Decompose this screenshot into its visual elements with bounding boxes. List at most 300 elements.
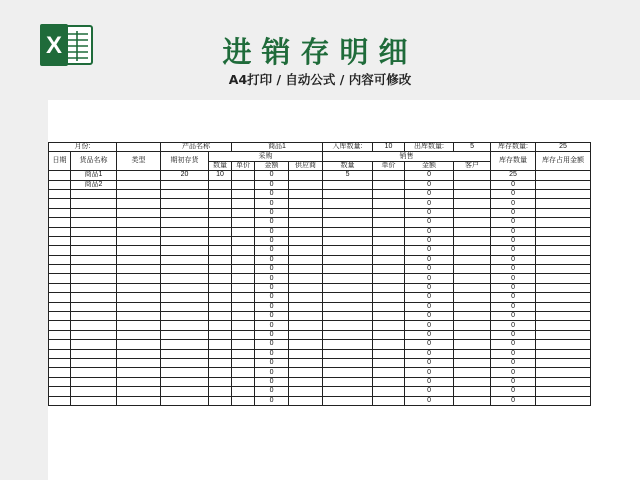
cell-sales-qty[interactable]	[323, 396, 373, 405]
cell-purchase-qty[interactable]	[209, 255, 232, 264]
cell-supplier[interactable]	[289, 349, 323, 358]
cell-stock-amount[interactable]	[536, 387, 591, 396]
cell-sales-qty[interactable]	[323, 208, 373, 217]
cell-type[interactable]	[117, 255, 161, 264]
cell-date[interactable]	[49, 265, 71, 274]
cell-stock-amount[interactable]	[536, 321, 591, 330]
cell-opening-stock[interactable]	[161, 255, 209, 264]
cell-purchase-qty[interactable]	[209, 358, 232, 367]
cell-purchase-amount[interactable]: 0	[255, 340, 289, 349]
cell-type[interactable]	[117, 330, 161, 339]
cell-sales-qty[interactable]	[323, 340, 373, 349]
cell-date[interactable]	[49, 312, 71, 321]
cell-date[interactable]	[49, 189, 71, 198]
cell-opening-stock[interactable]	[161, 368, 209, 377]
cell-opening-stock[interactable]	[161, 199, 209, 208]
cell-purchase-qty[interactable]	[209, 227, 232, 236]
cell-supplier[interactable]	[289, 189, 323, 198]
cell-goods-name[interactable]	[71, 199, 117, 208]
cell-supplier[interactable]	[289, 236, 323, 245]
cell-sales-price[interactable]	[373, 293, 405, 302]
cell-supplier[interactable]	[289, 274, 323, 283]
cell-sales-qty[interactable]	[323, 189, 373, 198]
cell-customer[interactable]	[454, 227, 491, 236]
cell-goods-name[interactable]	[71, 293, 117, 302]
cell-customer[interactable]	[454, 180, 491, 189]
cell-purchase-amount[interactable]: 0	[255, 302, 289, 311]
cell-sales-amount[interactable]: 0	[405, 368, 454, 377]
cell-stock-qty[interactable]: 0	[491, 236, 536, 245]
cell-opening-stock[interactable]	[161, 283, 209, 292]
cell-sales-amount[interactable]: 0	[405, 283, 454, 292]
cell-sales-price[interactable]	[373, 368, 405, 377]
cell-sales-amount[interactable]: 0	[405, 236, 454, 245]
cell-date[interactable]	[49, 349, 71, 358]
cell-opening-stock[interactable]	[161, 180, 209, 189]
cell-customer[interactable]	[454, 283, 491, 292]
cell-customer[interactable]	[454, 321, 491, 330]
cell-sales-price[interactable]	[373, 340, 405, 349]
cell-type[interactable]	[117, 283, 161, 292]
cell-stock-amount[interactable]	[536, 302, 591, 311]
cell-purchase-price[interactable]	[232, 387, 255, 396]
cell-sales-qty[interactable]: 5	[323, 171, 373, 180]
cell-supplier[interactable]	[289, 312, 323, 321]
cell-purchase-price[interactable]	[232, 199, 255, 208]
in-qty-value[interactable]: 10	[373, 143, 405, 152]
cell-sales-price[interactable]	[373, 218, 405, 227]
cell-supplier[interactable]	[289, 180, 323, 189]
cell-sales-amount[interactable]: 0	[405, 302, 454, 311]
out-qty-value[interactable]: 5	[454, 143, 491, 152]
cell-type[interactable]	[117, 171, 161, 180]
cell-sales-amount[interactable]: 0	[405, 274, 454, 283]
cell-sales-price[interactable]	[373, 227, 405, 236]
cell-purchase-amount[interactable]: 0	[255, 255, 289, 264]
cell-purchase-qty[interactable]	[209, 274, 232, 283]
cell-sales-price[interactable]	[373, 171, 405, 180]
cell-purchase-qty[interactable]	[209, 330, 232, 339]
cell-stock-amount[interactable]	[536, 227, 591, 236]
cell-sales-price[interactable]	[373, 396, 405, 405]
cell-opening-stock[interactable]	[161, 330, 209, 339]
cell-date[interactable]	[49, 396, 71, 405]
cell-stock-qty[interactable]: 0	[491, 321, 536, 330]
cell-stock-amount[interactable]	[536, 171, 591, 180]
cell-stock-amount[interactable]	[536, 189, 591, 198]
cell-opening-stock[interactable]	[161, 208, 209, 217]
cell-goods-name[interactable]	[71, 358, 117, 367]
cell-sales-qty[interactable]	[323, 255, 373, 264]
cell-sales-amount[interactable]: 0	[405, 218, 454, 227]
cell-goods-name[interactable]	[71, 340, 117, 349]
cell-type[interactable]	[117, 387, 161, 396]
cell-date[interactable]	[49, 199, 71, 208]
cell-type[interactable]	[117, 340, 161, 349]
cell-stock-qty[interactable]: 0	[491, 340, 536, 349]
cell-stock-qty[interactable]: 0	[491, 218, 536, 227]
cell-purchase-price[interactable]	[232, 274, 255, 283]
cell-type[interactable]	[117, 368, 161, 377]
cell-purchase-qty[interactable]	[209, 340, 232, 349]
cell-type[interactable]	[117, 349, 161, 358]
cell-sales-amount[interactable]: 0	[405, 171, 454, 180]
cell-stock-amount[interactable]	[536, 208, 591, 217]
cell-stock-qty[interactable]: 0	[491, 358, 536, 367]
cell-goods-name[interactable]	[71, 227, 117, 236]
cell-goods-name[interactable]	[71, 189, 117, 198]
cell-purchase-amount[interactable]: 0	[255, 227, 289, 236]
cell-supplier[interactable]	[289, 321, 323, 330]
cell-purchase-qty[interactable]	[209, 199, 232, 208]
cell-sales-price[interactable]	[373, 208, 405, 217]
cell-date[interactable]	[49, 368, 71, 377]
cell-purchase-amount[interactable]: 0	[255, 189, 289, 198]
cell-stock-qty[interactable]: 0	[491, 189, 536, 198]
cell-goods-name[interactable]	[71, 265, 117, 274]
cell-purchase-price[interactable]	[232, 293, 255, 302]
cell-sales-amount[interactable]: 0	[405, 349, 454, 358]
cell-sales-amount[interactable]: 0	[405, 396, 454, 405]
cell-purchase-amount[interactable]: 0	[255, 265, 289, 274]
cell-goods-name[interactable]	[71, 312, 117, 321]
cell-stock-qty[interactable]: 0	[491, 246, 536, 255]
cell-purchase-qty[interactable]	[209, 368, 232, 377]
cell-sales-price[interactable]	[373, 349, 405, 358]
cell-purchase-amount[interactable]: 0	[255, 358, 289, 367]
cell-opening-stock[interactable]	[161, 274, 209, 283]
cell-purchase-price[interactable]	[232, 227, 255, 236]
cell-goods-name[interactable]	[71, 246, 117, 255]
cell-sales-amount[interactable]: 0	[405, 330, 454, 339]
cell-goods-name[interactable]: 商品2	[71, 180, 117, 189]
cell-type[interactable]	[117, 396, 161, 405]
cell-opening-stock[interactable]	[161, 227, 209, 236]
cell-purchase-amount[interactable]: 0	[255, 180, 289, 189]
cell-opening-stock[interactable]	[161, 236, 209, 245]
cell-purchase-price[interactable]	[232, 340, 255, 349]
cell-date[interactable]	[49, 180, 71, 189]
cell-customer[interactable]	[454, 208, 491, 217]
cell-date[interactable]	[49, 246, 71, 255]
cell-stock-qty[interactable]: 0	[491, 377, 536, 386]
cell-goods-name[interactable]	[71, 377, 117, 386]
cell-purchase-price[interactable]	[232, 396, 255, 405]
cell-sales-qty[interactable]	[323, 358, 373, 367]
cell-customer[interactable]	[454, 312, 491, 321]
cell-sales-amount[interactable]: 0	[405, 321, 454, 330]
cell-stock-amount[interactable]	[536, 330, 591, 339]
cell-sales-price[interactable]	[373, 246, 405, 255]
cell-stock-qty[interactable]: 0	[491, 312, 536, 321]
cell-goods-name[interactable]	[71, 387, 117, 396]
cell-stock-qty[interactable]: 25	[491, 171, 536, 180]
cell-purchase-price[interactable]	[232, 358, 255, 367]
cell-stock-qty[interactable]: 0	[491, 302, 536, 311]
cell-sales-price[interactable]	[373, 283, 405, 292]
cell-supplier[interactable]	[289, 368, 323, 377]
cell-customer[interactable]	[454, 340, 491, 349]
cell-goods-name[interactable]	[71, 396, 117, 405]
cell-stock-amount[interactable]	[536, 283, 591, 292]
cell-purchase-amount[interactable]: 0	[255, 321, 289, 330]
cell-stock-qty[interactable]: 0	[491, 255, 536, 264]
cell-stock-amount[interactable]	[536, 312, 591, 321]
cell-date[interactable]	[49, 330, 71, 339]
cell-supplier[interactable]	[289, 396, 323, 405]
cell-stock-amount[interactable]	[536, 180, 591, 189]
cell-sales-amount[interactable]: 0	[405, 387, 454, 396]
cell-stock-amount[interactable]	[536, 218, 591, 227]
cell-goods-name[interactable]	[71, 208, 117, 217]
cell-stock-qty[interactable]: 0	[491, 274, 536, 283]
cell-sales-qty[interactable]	[323, 246, 373, 255]
cell-sales-qty[interactable]	[323, 321, 373, 330]
cell-purchase-qty[interactable]	[209, 246, 232, 255]
cell-stock-amount[interactable]	[536, 274, 591, 283]
cell-opening-stock[interactable]: 20	[161, 171, 209, 180]
cell-stock-amount[interactable]	[536, 349, 591, 358]
cell-type[interactable]	[117, 227, 161, 236]
cell-goods-name[interactable]	[71, 274, 117, 283]
cell-date[interactable]	[49, 283, 71, 292]
cell-sales-qty[interactable]	[323, 199, 373, 208]
cell-purchase-qty[interactable]	[209, 377, 232, 386]
cell-customer[interactable]	[454, 377, 491, 386]
cell-purchase-price[interactable]	[232, 171, 255, 180]
cell-goods-name[interactable]	[71, 321, 117, 330]
cell-sales-amount[interactable]: 0	[405, 227, 454, 236]
cell-stock-amount[interactable]	[536, 377, 591, 386]
cell-supplier[interactable]	[289, 265, 323, 274]
cell-purchase-price[interactable]	[232, 377, 255, 386]
cell-stock-amount[interactable]	[536, 293, 591, 302]
cell-type[interactable]	[117, 302, 161, 311]
cell-purchase-price[interactable]	[232, 312, 255, 321]
cell-supplier[interactable]	[289, 218, 323, 227]
cell-supplier[interactable]	[289, 293, 323, 302]
cell-date[interactable]	[49, 302, 71, 311]
cell-customer[interactable]	[454, 349, 491, 358]
cell-customer[interactable]	[454, 330, 491, 339]
cell-purchase-price[interactable]	[232, 208, 255, 217]
cell-supplier[interactable]	[289, 377, 323, 386]
cell-purchase-qty[interactable]	[209, 180, 232, 189]
cell-supplier[interactable]	[289, 283, 323, 292]
cell-opening-stock[interactable]	[161, 349, 209, 358]
cell-purchase-amount[interactable]: 0	[255, 274, 289, 283]
cell-purchase-amount[interactable]: 0	[255, 349, 289, 358]
cell-opening-stock[interactable]	[161, 396, 209, 405]
cell-date[interactable]	[49, 358, 71, 367]
cell-sales-price[interactable]	[373, 330, 405, 339]
cell-purchase-price[interactable]	[232, 236, 255, 245]
cell-supplier[interactable]	[289, 227, 323, 236]
cell-purchase-qty[interactable]: 10	[209, 171, 232, 180]
cell-purchase-amount[interactable]: 0	[255, 246, 289, 255]
cell-purchase-amount[interactable]: 0	[255, 396, 289, 405]
cell-customer[interactable]	[454, 358, 491, 367]
cell-purchase-qty[interactable]	[209, 236, 232, 245]
cell-purchase-price[interactable]	[232, 218, 255, 227]
cell-purchase-qty[interactable]	[209, 321, 232, 330]
cell-stock-amount[interactable]	[536, 368, 591, 377]
cell-sales-qty[interactable]	[323, 236, 373, 245]
cell-date[interactable]	[49, 293, 71, 302]
cell-sales-amount[interactable]: 0	[405, 246, 454, 255]
cell-sales-amount[interactable]: 0	[405, 180, 454, 189]
cell-supplier[interactable]	[289, 302, 323, 311]
cell-opening-stock[interactable]	[161, 387, 209, 396]
cell-stock-qty[interactable]: 0	[491, 330, 536, 339]
cell-customer[interactable]	[454, 396, 491, 405]
cell-purchase-qty[interactable]	[209, 283, 232, 292]
cell-date[interactable]	[49, 377, 71, 386]
cell-goods-name[interactable]	[71, 368, 117, 377]
cell-sales-amount[interactable]: 0	[405, 340, 454, 349]
product-name-value[interactable]: 商品1	[232, 143, 323, 152]
cell-customer[interactable]	[454, 199, 491, 208]
cell-opening-stock[interactable]	[161, 189, 209, 198]
cell-sales-qty[interactable]	[323, 265, 373, 274]
cell-customer[interactable]	[454, 368, 491, 377]
cell-goods-name[interactable]	[71, 330, 117, 339]
cell-customer[interactable]	[454, 218, 491, 227]
cell-purchase-price[interactable]	[232, 321, 255, 330]
cell-purchase-qty[interactable]	[209, 302, 232, 311]
cell-stock-qty[interactable]: 0	[491, 199, 536, 208]
cell-type[interactable]	[117, 293, 161, 302]
cell-type[interactable]	[117, 180, 161, 189]
cell-purchase-amount[interactable]: 0	[255, 377, 289, 386]
cell-customer[interactable]	[454, 171, 491, 180]
cell-sales-price[interactable]	[373, 255, 405, 264]
cell-purchase-amount[interactable]: 0	[255, 283, 289, 292]
cell-stock-amount[interactable]	[536, 265, 591, 274]
cell-stock-qty[interactable]: 0	[491, 283, 536, 292]
cell-purchase-qty[interactable]	[209, 293, 232, 302]
cell-sales-qty[interactable]	[323, 283, 373, 292]
cell-supplier[interactable]	[289, 171, 323, 180]
cell-sales-amount[interactable]: 0	[405, 293, 454, 302]
cell-purchase-amount[interactable]: 0	[255, 368, 289, 377]
cell-purchase-amount[interactable]: 0	[255, 171, 289, 180]
cell-sales-price[interactable]	[373, 274, 405, 283]
cell-type[interactable]	[117, 312, 161, 321]
cell-purchase-price[interactable]	[232, 302, 255, 311]
cell-purchase-price[interactable]	[232, 368, 255, 377]
cell-stock-qty[interactable]: 0	[491, 387, 536, 396]
cell-date[interactable]	[49, 274, 71, 283]
cell-sales-price[interactable]	[373, 312, 405, 321]
cell-opening-stock[interactable]	[161, 358, 209, 367]
cell-sales-price[interactable]	[373, 321, 405, 330]
cell-sales-price[interactable]	[373, 180, 405, 189]
cell-type[interactable]	[117, 199, 161, 208]
cell-opening-stock[interactable]	[161, 246, 209, 255]
cell-stock-qty[interactable]: 0	[491, 227, 536, 236]
cell-opening-stock[interactable]	[161, 340, 209, 349]
cell-purchase-qty[interactable]	[209, 218, 232, 227]
cell-sales-amount[interactable]: 0	[405, 208, 454, 217]
cell-opening-stock[interactable]	[161, 293, 209, 302]
cell-stock-qty[interactable]: 0	[491, 396, 536, 405]
cell-supplier[interactable]	[289, 330, 323, 339]
month-value[interactable]	[117, 143, 161, 152]
cell-goods-name[interactable]	[71, 218, 117, 227]
cell-customer[interactable]	[454, 189, 491, 198]
cell-stock-qty[interactable]: 0	[491, 349, 536, 358]
cell-purchase-amount[interactable]: 0	[255, 236, 289, 245]
stock-qty-value[interactable]: 25	[536, 143, 591, 152]
cell-purchase-amount[interactable]: 0	[255, 330, 289, 339]
cell-purchase-qty[interactable]	[209, 396, 232, 405]
cell-goods-name[interactable]: 商品1	[71, 171, 117, 180]
cell-date[interactable]	[49, 171, 71, 180]
cell-opening-stock[interactable]	[161, 321, 209, 330]
cell-sales-qty[interactable]	[323, 302, 373, 311]
cell-stock-qty[interactable]: 0	[491, 293, 536, 302]
cell-purchase-amount[interactable]: 0	[255, 208, 289, 217]
cell-type[interactable]	[117, 274, 161, 283]
cell-supplier[interactable]	[289, 387, 323, 396]
cell-sales-price[interactable]	[373, 387, 405, 396]
cell-purchase-price[interactable]	[232, 189, 255, 198]
cell-purchase-price[interactable]	[232, 246, 255, 255]
cell-sales-amount[interactable]: 0	[405, 377, 454, 386]
cell-customer[interactable]	[454, 387, 491, 396]
cell-stock-qty[interactable]: 0	[491, 265, 536, 274]
cell-goods-name[interactable]	[71, 302, 117, 311]
cell-stock-amount[interactable]	[536, 255, 591, 264]
cell-sales-qty[interactable]	[323, 227, 373, 236]
cell-sales-price[interactable]	[373, 265, 405, 274]
cell-supplier[interactable]	[289, 255, 323, 264]
cell-sales-qty[interactable]	[323, 368, 373, 377]
cell-purchase-qty[interactable]	[209, 208, 232, 217]
cell-sales-qty[interactable]	[323, 218, 373, 227]
cell-purchase-price[interactable]	[232, 180, 255, 189]
cell-type[interactable]	[117, 218, 161, 227]
cell-stock-amount[interactable]	[536, 199, 591, 208]
cell-purchase-qty[interactable]	[209, 387, 232, 396]
cell-supplier[interactable]	[289, 358, 323, 367]
cell-customer[interactable]	[454, 255, 491, 264]
cell-sales-amount[interactable]: 0	[405, 199, 454, 208]
cell-sales-price[interactable]	[373, 189, 405, 198]
cell-customer[interactable]	[454, 265, 491, 274]
cell-date[interactable]	[49, 208, 71, 217]
cell-sales-qty[interactable]	[323, 274, 373, 283]
cell-stock-qty[interactable]: 0	[491, 180, 536, 189]
cell-purchase-amount[interactable]: 0	[255, 387, 289, 396]
cell-stock-qty[interactable]: 0	[491, 368, 536, 377]
cell-purchase-qty[interactable]	[209, 349, 232, 358]
cell-customer[interactable]	[454, 246, 491, 255]
cell-stock-amount[interactable]	[536, 246, 591, 255]
cell-opening-stock[interactable]	[161, 312, 209, 321]
cell-sales-amount[interactable]: 0	[405, 358, 454, 367]
cell-stock-amount[interactable]	[536, 236, 591, 245]
cell-date[interactable]	[49, 236, 71, 245]
cell-stock-amount[interactable]	[536, 358, 591, 367]
cell-goods-name[interactable]	[71, 349, 117, 358]
cell-purchase-amount[interactable]: 0	[255, 218, 289, 227]
cell-type[interactable]	[117, 321, 161, 330]
cell-type[interactable]	[117, 208, 161, 217]
cell-date[interactable]	[49, 255, 71, 264]
cell-goods-name[interactable]	[71, 236, 117, 245]
